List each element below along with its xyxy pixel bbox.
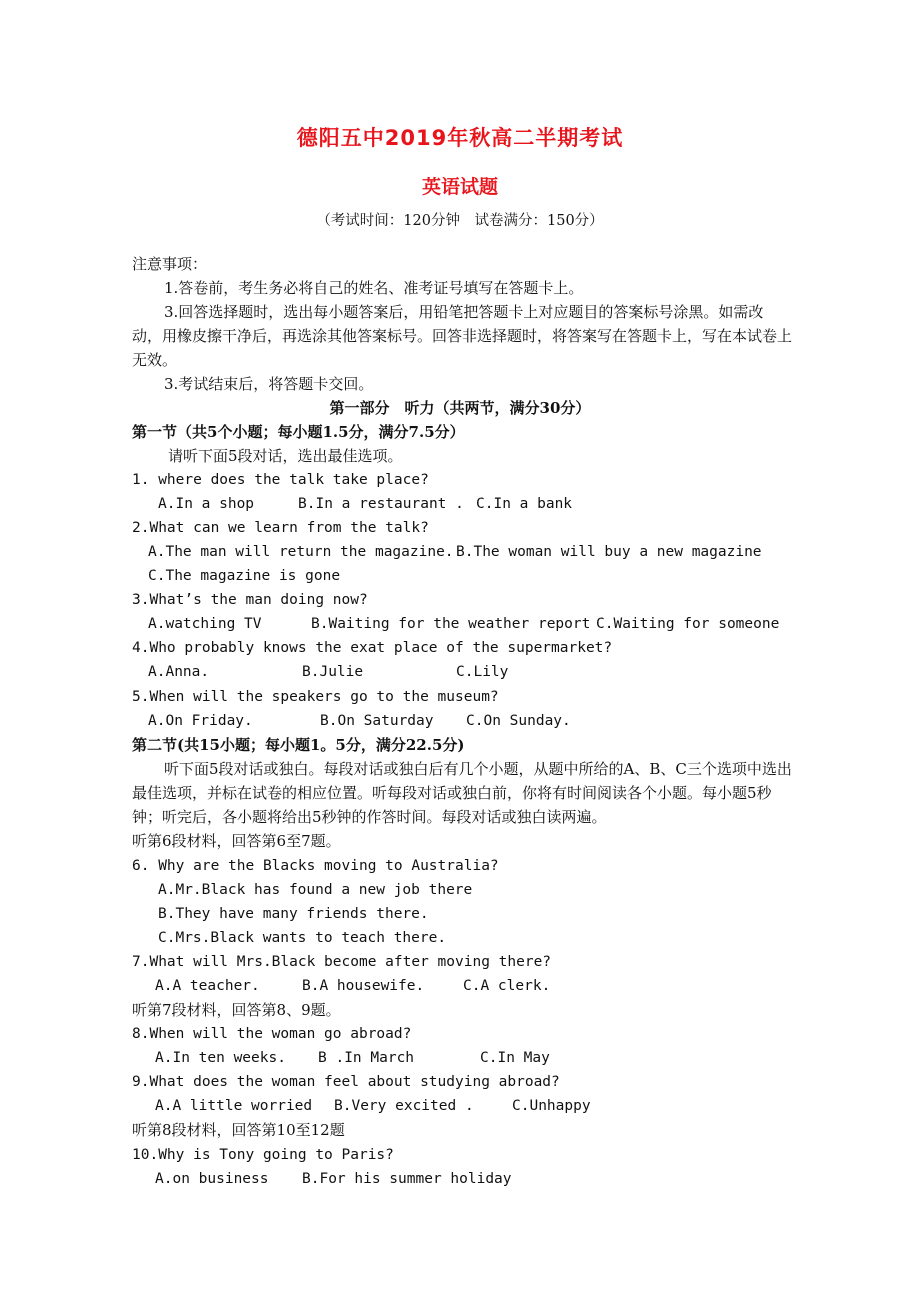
- q6-option-c: C.Mrs.Black wants to teach there.: [158, 930, 447, 946]
- q5-option-c: C.On Sunday.: [466, 713, 571, 729]
- q6-option-a: A.Mr.Black has found a new job there: [158, 882, 473, 898]
- question-9: 9.What does the woman feel about studying abroad?: [132, 1074, 560, 1090]
- question-6: 6. Why are the Blacks moving to Australia?: [132, 858, 499, 874]
- q7-option-b: B.A housewife.: [302, 978, 425, 994]
- q4-option-b: B.Julie: [302, 664, 364, 680]
- q9-option-b: B.Very excited .: [334, 1098, 474, 1114]
- material-7-note: 听第7段材料，回答第8、9题。: [132, 1001, 341, 1019]
- material-8-note: 听第8段材料，回答第10至12题: [132, 1121, 345, 1139]
- q3-option-a: A.watching TV: [148, 616, 262, 632]
- question-5: 5.When will the speakers go to the museum?: [132, 689, 499, 705]
- section2-heading: 第二节(共15小题；每小题1。5分，满分22.5分): [132, 736, 465, 754]
- q4-option-a: A.Anna.: [148, 664, 210, 680]
- q3-option-c: C.Waiting for someone: [596, 616, 780, 632]
- exam-subtitle: 英语试题: [421, 176, 498, 198]
- exam-info: （考试时间：120分钟 试卷满分：150分）: [316, 213, 604, 229]
- q8-option-c: C.In May: [480, 1050, 550, 1066]
- q3-option-b: B.Waiting for the weather report: [311, 616, 591, 632]
- question-2: 2.What can we learn from the talk?: [132, 520, 429, 536]
- q2-option-c: C.The magazine is gone: [148, 568, 341, 584]
- q5-option-a: A.On Friday.: [148, 713, 253, 729]
- section1-instruction: 请听下面5段对话，选出最佳选项。: [168, 447, 403, 465]
- q8-option-a: A.In ten weeks.: [155, 1050, 286, 1066]
- section1-heading: 第一节（共5个小题；每小题1.5分，满分7.5分）: [132, 423, 465, 441]
- q8-option-b: B .In March: [318, 1050, 415, 1066]
- question-4: 4.Who probably knows the exat place of the supermarket?: [132, 640, 613, 656]
- question-3: 3.What’s the man doing now?: [132, 592, 368, 608]
- question-7: 7.What will Mrs.Black become after moving there?: [132, 954, 552, 970]
- q7-option-c: C.A clerk.: [463, 978, 551, 994]
- q5-option-b: B.On Saturday: [320, 713, 434, 729]
- q9-option-a: A.A little worried: [155, 1098, 313, 1114]
- exam-title: 德阳五中2019年秋高二半期考试: [296, 126, 624, 150]
- section2-instruction: 听下面5段对话或独白。每段对话或独白后有几个小题，从题中所给的A、B、C三个选项中选出最佳选项，并标在试卷的相应位置。听每段对话或独白前，你将有时间阅读各个小题。每小题5秒钟；听完后，各小题将给出5秒钟的作答时间。每段对话或独白读两遍。: [132, 760, 792, 826]
- question-10: 10.Why is Tony going to Paris?: [132, 1147, 394, 1163]
- note-item-3: 3.考试结束后，将答题卡交回。: [164, 375, 374, 393]
- material-6-note: 听第6段材料，回答第6至7题。: [132, 832, 341, 850]
- question-1: 1. where does the talk take place?: [132, 472, 429, 488]
- part1-heading: 第一部分 听力（共两节，满分30分）: [329, 399, 591, 417]
- q2-option-b: B.The woman will buy a new magazine: [456, 544, 762, 560]
- q10-option-a: A.on business: [155, 1171, 269, 1187]
- notes-heading: 注意事项：: [132, 255, 208, 273]
- q1-option-b: B.In a restaurant .: [298, 496, 464, 512]
- q7-option-a: A.A teacher.: [155, 978, 260, 994]
- q1-option-c: C.In a bank: [476, 496, 573, 512]
- note-item-1: 1.答卷前，考生务必将自己的姓名、准考证号填写在答题卡上。: [164, 279, 584, 297]
- q2-option-a: A.The man will return the magazine.: [148, 544, 454, 560]
- q9-option-c: C.Unhappy: [512, 1098, 591, 1114]
- q4-option-c: C.Lily: [456, 664, 509, 680]
- q6-option-b: B.They have many friends there.: [158, 906, 429, 922]
- q1-option-a: A.In a shop: [158, 496, 255, 512]
- question-8: 8.When will the woman go abroad?: [132, 1026, 412, 1042]
- q10-option-b: B.For his summer holiday: [302, 1171, 512, 1187]
- note-item-2: 3.回答选择题时，选出每小题答案后，用铅笔把答题卡上对应题目的答案标号涂黑。如需改动，用橡皮擦干净后，再选涂其他答案标号。回答非选择题时，将答案写在答题卡上，写在本试卷上无效。: [132, 303, 793, 369]
